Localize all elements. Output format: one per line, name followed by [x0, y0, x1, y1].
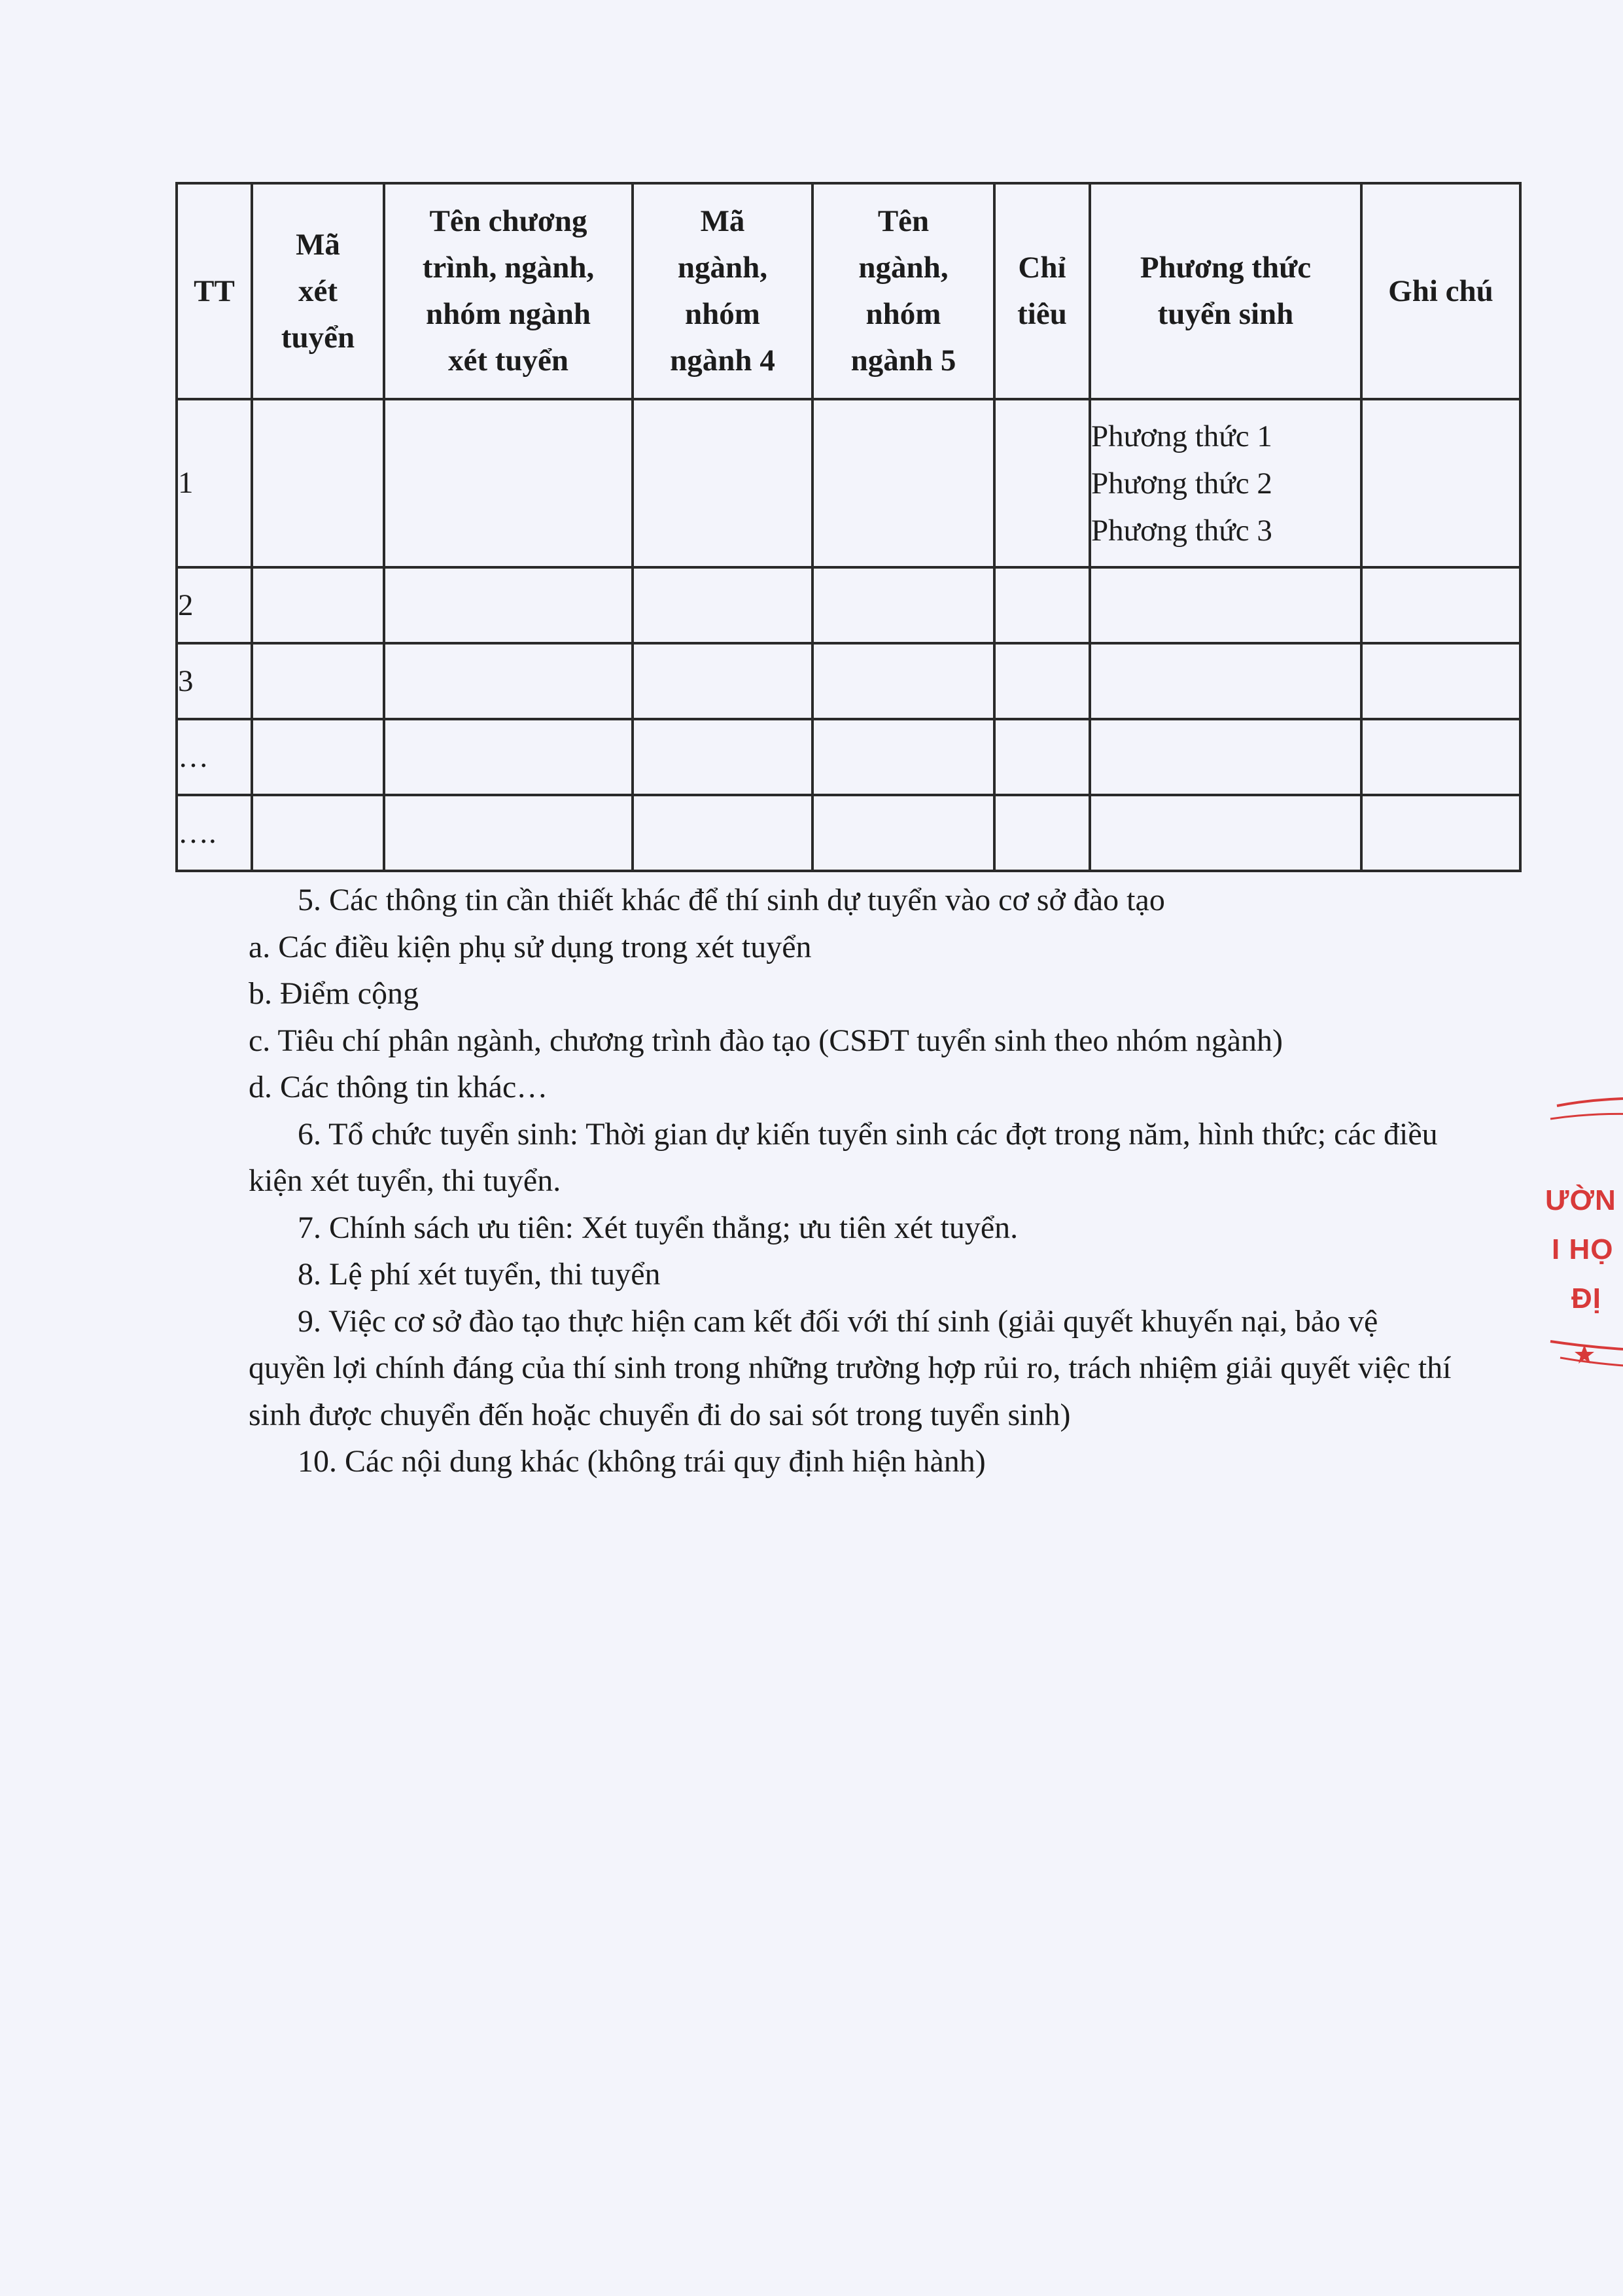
header-ten-nganh	[812, 183, 994, 399]
table-cell	[812, 399, 994, 567]
header-phuong-thuc	[1090, 183, 1361, 399]
table-cell	[994, 399, 1090, 567]
table-row	[177, 567, 1520, 643]
table-cell	[1090, 719, 1361, 795]
table-row	[177, 643, 1520, 719]
table-cell	[252, 795, 384, 871]
table-cell	[384, 795, 633, 871]
header-ten-chuong-trinh-text: Tên chương trình, ngành, nhóm ngành xét tuyển	[422, 204, 595, 378]
table-cell	[994, 567, 1090, 643]
table-cell	[384, 719, 633, 795]
document-body	[249, 877, 1452, 1485]
header-phuong-thuc-text: Phương thức tuyển sinh	[1140, 251, 1312, 331]
table-cell	[994, 795, 1090, 871]
section-10: 10. Các nội dung khác (không trái quy định hiện hành)	[298, 1444, 986, 1479]
table-cell	[812, 643, 994, 719]
stamp-text-3: ĐỊ	[1571, 1282, 1601, 1315]
header-ma-nganh	[633, 183, 812, 399]
row-number: 1	[177, 399, 252, 567]
header-ten-nganh-text: Tên ngành, nhóm ngành 5	[850, 204, 956, 378]
method-item: Phương thức 3	[1091, 513, 1272, 548]
table-row	[177, 719, 1520, 795]
header-ma-xet-tuyen-text: Mã xét tuyển	[281, 227, 355, 355]
table-cell	[252, 719, 384, 795]
header-ma-xet-tuyen	[252, 183, 384, 399]
table-cell	[384, 399, 633, 567]
table-cell	[1090, 795, 1361, 871]
methods-cell	[1090, 399, 1361, 567]
table-cell	[1361, 399, 1520, 567]
section-7: 7. Chính sách ưu tiên: Xét tuyển thẳng; ưu tiên xét tuyển.	[298, 1210, 1019, 1245]
table-cell	[252, 643, 384, 719]
section-5a: a. Các điều kiện phụ sử dụng trong xét tuyển	[249, 929, 812, 964]
stamp-text-2: I HỌ	[1552, 1233, 1614, 1265]
table-cell	[633, 719, 812, 795]
table-cell	[994, 643, 1090, 719]
table-cell	[1361, 719, 1520, 795]
header-ten-chuong-trinh	[384, 183, 633, 399]
section-5c: c. Tiêu chí phân ngành, chương trình đào tạo (CSĐT tuyển sinh theo nhóm ngành)	[249, 1023, 1283, 1058]
row-number: 3	[177, 643, 252, 719]
table-cell	[812, 795, 994, 871]
header-chi-tieu	[994, 183, 1090, 399]
header-ghi-chu: Ghi chú	[1361, 183, 1520, 399]
admission-table	[175, 182, 1522, 872]
header-chi-tieu-text: Chỉ tiêu	[1017, 251, 1067, 331]
official-stamp	[1531, 1080, 1623, 1407]
table-cell	[1361, 795, 1520, 871]
table-cell	[1361, 567, 1520, 643]
table-header-row	[177, 183, 1520, 399]
table-cell	[994, 719, 1090, 795]
row-number: …	[177, 719, 252, 795]
table-cell	[633, 399, 812, 567]
table-cell	[812, 567, 994, 643]
table-cell	[252, 567, 384, 643]
table-row	[177, 399, 1520, 567]
section-8: 8. Lệ phí xét tuyển, thi tuyển	[298, 1257, 661, 1292]
table-cell	[1090, 567, 1361, 643]
table-cell	[1361, 643, 1520, 719]
table-cell	[252, 399, 384, 567]
table-row	[177, 795, 1520, 871]
section-5d: d. Các thông tin khác…	[249, 1070, 548, 1104]
section-9: 9. Việc cơ sở đào tạo thực hiện cam kết đối với thí sinh (giải quyết khuyến nại, bảo vệ quyền lợi chính đáng của thí sinh trong những trường hợp rủi ro, trách nhiệm giải quyết việc thí sinh được chuyển đến hoặc chuyển đi do sai sót trong tuyển sinh)	[249, 1303, 1452, 1432]
section-5: 5. Các thông tin cần thiết khác để thí sinh dự tuyển vào cơ sở đào tạo	[298, 883, 1165, 917]
table-cell	[384, 567, 633, 643]
table-cell	[633, 567, 812, 643]
table-cell	[1090, 643, 1361, 719]
table-cell	[812, 719, 994, 795]
method-item: Phương thức 2	[1091, 466, 1272, 501]
table-cell	[633, 795, 812, 871]
header-ma-nganh-text: Mã ngành, nhóm ngành 4	[670, 204, 775, 378]
method-item: Phương thức 1	[1091, 419, 1272, 453]
header-tt: TT	[177, 183, 252, 399]
row-number: 2	[177, 567, 252, 643]
section-6: 6. Tổ chức tuyển sinh: Thời gian dự kiến tuyển sinh các đợt trong năm, hình thức; các điều kiện xét tuyển, thi tuyển.	[249, 1116, 1438, 1198]
stamp-text-1: ƯỜN	[1545, 1184, 1616, 1216]
table-cell	[384, 643, 633, 719]
section-5b: b. Điểm cộng	[249, 976, 419, 1011]
row-number: ….	[177, 795, 252, 871]
table-cell	[633, 643, 812, 719]
